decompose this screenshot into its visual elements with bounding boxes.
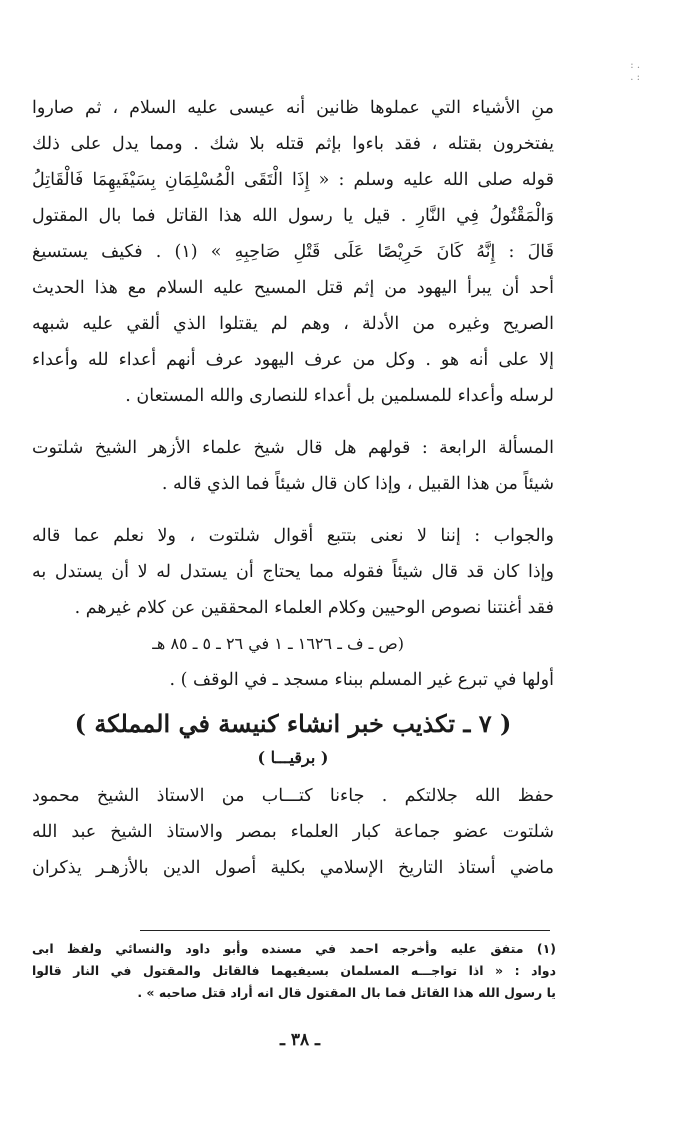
body-line: قَالَ : إِنَّهُ كَانَ حَرِيْصًا عَلَى قَتْلِ صَاحِبِهِ » (١) . فكيف يستسيغ [32, 242, 554, 262]
section-line: حفظ الله جلالتكم . جاءنا كتـــاب من الاستاذ الشيخ محمود [32, 786, 554, 806]
answer-line: فقد أغنتنا نصوص الوحيين وكلام العلماء المحققين عن كلام غيرهم . [74, 598, 554, 618]
paragraph-telegram [32, 778, 554, 886]
body-line: يفتخرون بقتله ، فقد باءوا بإثم قتله بلا شك . ومما يدل على ذلك [32, 134, 554, 154]
paragraph-question [32, 430, 554, 502]
body-line: لرسله وأعداء للمسلمين بل أعداء للنصارى والله المستعان . [125, 386, 554, 406]
question-line: شيئاً من هذا القبيل ، وإذا كان قال شيئاً فما الذي قاله . [161, 474, 554, 494]
paragraph-answer [32, 518, 554, 698]
section-line: ماضي أستاذ التاريخ الإسلامي بكلية أصول الدين بالأزهـر يذكران [32, 858, 554, 878]
footnote-line: (١) متفق عليه وأخرجه احمد في مسنده وأبو داود والنسائي ولفظ ابى [32, 941, 556, 956]
question-line: المسألة الرابعة : قولهم هل قال شيخ علماء الأزهر الشيخ شلتوت [32, 438, 554, 458]
body-line: منِ الأشياء التي عملوها ظانين أنه عيسى عليه السلام ، ثم صاروا [32, 98, 554, 118]
body-line: الصريح وغيره من الأدلة ، وهم لم يقتلوا الذي ألقي عليه شبهه [32, 314, 554, 334]
paragraph-hadith [32, 90, 554, 414]
body-line: وَالْمَقْتُولُ فِي النَّارِ . قيل يا رسول الله هذا القاتل فما بال المقتول [32, 206, 554, 226]
page-number: ـ ٣٨ ـ [279, 1030, 321, 1050]
section-line: شلتوت عضو جماعة كبار العلماء بمصر والاستاذ الشيخ عبد الله [32, 822, 554, 842]
footnotes [32, 938, 556, 1004]
footnote-divider [140, 930, 550, 931]
section-subheading: ( برقيـــا ) [257, 748, 329, 767]
body-line: إلا على أنه هو . وكل من عرف اليهود عرف أنهم أعداء لله وأعداء [32, 350, 554, 370]
scan-speckles: : . . : [630, 60, 640, 83]
reference-line: أولها في تبرع غير المسلم ببناء مسجد ـ في الوقف ) . [169, 670, 554, 690]
body-line: أحد أن يبرأ اليهود من إثم قتل المسيح عليه السلام مع هذا الحديث [32, 278, 554, 298]
reference-line: (ص ـ ف ـ ١٦٢٦ ـ ١ في ٢٦ ـ ٥ ـ ٨٥ هـ [152, 634, 404, 653]
page-body [32, 90, 554, 886]
section-heading: ( ٧ ـ تكذيب خبر انشاء كنيسة في المملكة ) [74, 709, 512, 738]
answer-line: والجواب : إننا لا نعنى بتتبع أقوال شلتوت ، ولا نعلم عما قاله [32, 526, 554, 546]
body-line: قوله صلى الله عليه وسلم : « إِذَا الْتَقَى الْمُسْلِمَانِ بِسَيْفَيهِمَا فَالْقَاتِلُ [32, 170, 554, 190]
footnote-line: دواد : « اذا تواجـــه المسلمان بسيفيهما فالقاتل والمقتول في النار قالوا [32, 963, 556, 978]
answer-line: وإذا كان قد قال شيئاً فقوله مما يحتاج أن يستدل له لا أن يستدل به [32, 562, 554, 582]
footnote-line: يا رسول الله هذا القاتل فما بال المقتول قال انه أراد قتل صاحبه » . [137, 985, 556, 1000]
